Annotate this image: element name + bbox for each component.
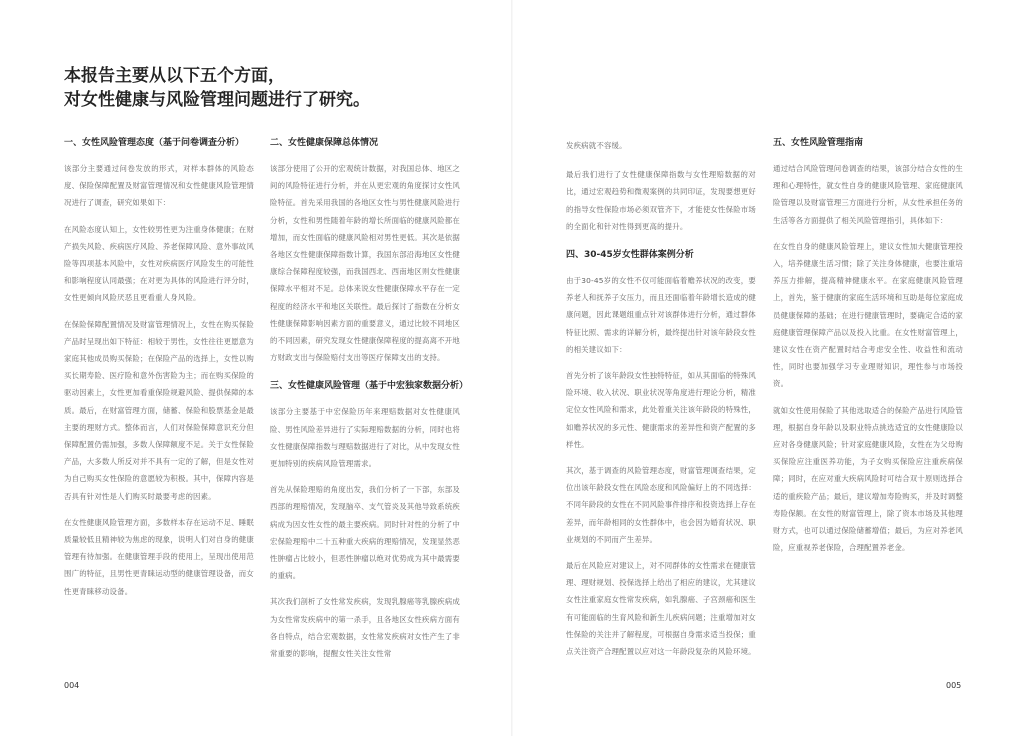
body-paragraph: 在女性健康风险管理方面，多数样本存在运动不足、睡眠质量较低且精神较为焦虑的现象，说明人们对自身的健康管理有待加强。在健康管理手段的使用上，呈现出使用范围广的特征，且男性更青睐运动型的健康管理设备，而女性更青睐移动设备。	[64, 517, 254, 596]
body-paragraph: 由于30-45岁的女性不仅可能面临着赡养状况的改变，要养老人和抚养子女压力，而且还面临着年龄增长造成的健康问题，因此课题组重点针对该群体进行分析，通过群体特征比照、需求的详解分析，最终提出针对该年龄段女性的相关建议如下：	[566, 276, 756, 354]
page-gutter	[511, 0, 513, 736]
column-3	[566, 137, 756, 669]
body-paragraph: 首先分析了该年龄段女性独特特征，如从其面临的特殊风险环境、收入状况、职业状况等角度进行理论分析，精准定位女性风险和需求，此处着重关注该年龄段的特殊性，如赡养状况的多元性、健康需求的差异性和资产配置的多样性。	[566, 371, 756, 449]
page-number-left: 004	[64, 681, 80, 690]
page-number-right: 005	[946, 681, 962, 690]
body-paragraph: 该部分使用了公开的宏观统计数据，对我国总体、地区之间的风险特征进行分析，并在从更宏观的角度探讨女性风险特征。首先采用我国的各地区女性与男性健康风险进行分析，女性和男性随着年龄的增长所面临的健康风险都在增加，而女性面临的健康风险相对男性更低。其次是依据各地区女性健康保障指数计算，我国东部沿海地区女性健康综合保障程度较强，而我国西北、西南地区则女性健康保障水平相对不足。总体来说女性健康保障水平存在一定程度的经济水平和地区关联性。最后探讨了指数在分析女性健康保障影响因素方面的重要意义，通过比较不同地区的不同因素，研究发现女性健康保障程度的提高离不开地方财政支出与保险赔付支出等医疗保障支出的支持。	[270, 164, 460, 363]
body-paragraph: 最后我们进行了女性健康保障指数与女性理赔数据的对比，通过宏观趋势和微观案例的共同印证，发现要想更好的指导女性保险市场必须双管齐下，才能使女性保险市场的全面化和针对性得到更高的提升。	[566, 170, 756, 231]
body-paragraph: 最后在风险应对建议上，对不同群体的女性需求在健康管理、理财规划、投保选择上给出了相应的建议，尤其建议女性注重家庭女性常发疾病，如乳腺癌、子宫颈癌和医生有可能面临的生育风险和新生儿疾病问题；注重增加对女性保险的关注并了解程度，可根据自身需求适当投保；重点关注资产合理配置以应对这一年龄段复杂的风险环境。	[566, 561, 756, 657]
body-paragraph: 其次，基于调查的风险管理态度，财富管理调查结果，定位出该年龄段女性在风险态度和风险偏好上的不同选择：不同年龄段的女性在不同风险事件排序和投资选择上存在差异，而年龄相同的女性群体中，也会因为婚育状况、职业规划的不同而产生差异。	[566, 466, 756, 544]
body-paragraph: 发疾病就不容缓。	[566, 141, 627, 150]
body-paragraph: 其次我们剖析了女性常发疾病，发现乳腺癌等乳腺疾病成为女性常发疾病中的第一杀手，且各地区女性疾病方面有各自特点，结合宏观数据，女性常发疾病对女性产生了非常重要的影响，提醒女性关注女性常	[270, 597, 460, 659]
body-paragraph: 通过结合风险管理问卷调查的结果，该部分结合女性的生理和心理特性，就女性自身的健康风险管理、家庭健康风险管理以及财富管理三方面进行分析，从女性承担任务的生活等各方面提供了相关风险管理指引，具体如下：	[773, 164, 963, 225]
column-4	[773, 137, 963, 565]
column-1	[64, 137, 254, 609]
body-paragraph: 该部分主要通过问卷发放的形式，对样本群体的风险态度、保险保障配置及财富管理情况和女性健康风险管理情况进行了调查，研究如果如下：	[64, 164, 254, 208]
body-paragraph: 在风险态度认知上，女性较男性更为注重身体健康；在财产损失风险、疾病医疗风险、养老保障风险、意外事故风险等四项基本风险中，女性对疾病医疗风险发生的可能性和影响程度认同最强；在对更为具体的风险进行评分时，女性更倾向风险厌恶且更看重人身风险。	[64, 224, 254, 303]
title-line-2: 对女性健康与风险管理问题进行了研究。	[64, 90, 370, 110]
section-heading-2: 二、女性健康保障总体情况	[270, 138, 379, 148]
body-paragraph: 该部分主要基于中宏保险历年来理赔数据对女性健康风险、男性风险差异进行了实际理赔数据的分析，同时也将女性健康保障指数与理赔数据进行了对比，从中发现女性更加特别的疾病风险管理需求。	[270, 407, 460, 469]
section-heading-4: 四、30-45岁女性群体案例分析	[566, 250, 694, 261]
section-heading-5: 五、女性风险管理指南	[773, 138, 864, 148]
body-paragraph: 在女性自身的健康风险管理上，建议女性加大健康管理投入，培养健康生活习惯；除了关注身体健康，也要注重培养压力排解，提高精神健康水平。在家庭健康风险管理上，首先，鉴于健康的家庭生活环境和互助是每位家庭成员健康保障的基础；在进行健康管理时，要确定合适的家庭健康管理保障产品以及投入比重。在女性财富管理上，建议女性在资产配置时结合考虑安全性、收益性和流动性，同时也要加强学习专业理财知识，理性参与市场投资。	[773, 241, 963, 389]
body-paragraph: 首先从保险理赔的角度出发，我们分析了一下部，东部及西部的理赔情况，发现脑卒、支气管炎及其他导致系统疾病成为因女性女性的最主要疾病。同时针对性的分析了中宏保险理赔中二十五种重大疾病的理赔情况，发现显然恶性肿瘤占比较小，但恶性肿瘤以绝对优势成为其中最需要的重病。	[270, 485, 460, 581]
page-title	[64, 64, 484, 112]
section-heading-3: 三、女性健康风险管理（基于中宏独家数据分析）	[270, 381, 469, 392]
section-heading-1: 一、女性风险管理态度（基于问卷调查分析）	[64, 138, 245, 148]
title-line-1: 本报告主要从以下五个方面，	[64, 66, 285, 86]
column-2	[270, 137, 469, 671]
body-paragraph: 就如女性使用保险了其他选取适合的保险产品进行风险管理，根据自身年龄以及职业特点挑选适宜的女性健康险以应对各身健康风险；针对家庭健康风险，女性在为父母购买保险应注重医养功能，为子女购买保险应注重疾病保障；同时，在应对重大疾病风险时可结合双十原则选择合适的重疾险产品；最后，建议增加寿险购买，并及时调整寿险保额。在女性的财富管理上，除了资本市场及其他理财方式，也可以通过保险储蓄增值；最后，为应对养老风险，应重视养老保险，合理配置养老金。	[773, 405, 963, 553]
body-paragraph: 在保险保障配置情况及财富管理情况上，女性在购买保险产品时呈现出如下特征：相较于男性，女性往往更愿意为家庭其他成员购买保险；在保险产品的选择上，女性以购买长期寿险、医疗险和意外伤害险为主；而在购买保险的驱动因素上，女性更加看重保险规避风险、提供保障的本质。最后，在财富管理方面，储蓄、保险和股票基金是最主要的理财方式。整体而言，人们对保险保障意识充分但保障配置仍需加强，多数人保障额度不足。关于女性保险产品，大多数人所反对并不具有一定的了解，但是女性对为自己购买女性保险的意愿较为积极。其中，保障内容是否具有针对性是人们购买时最要考虑的因素。	[64, 319, 254, 501]
